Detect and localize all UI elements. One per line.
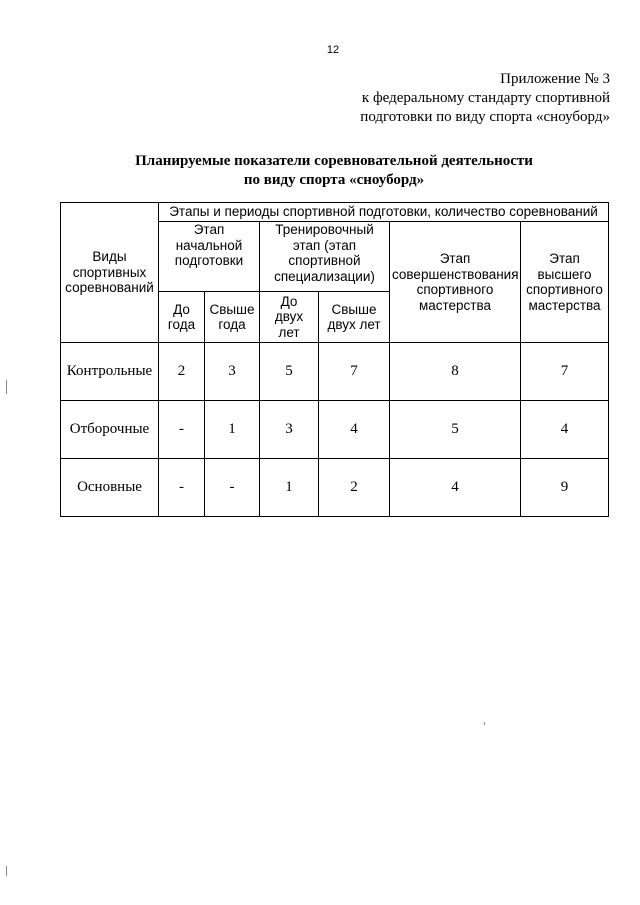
- table-cell: 8: [390, 343, 521, 401]
- title-line: Планируемые показатели соревновательной деятельности: [135, 153, 533, 169]
- table-row: [61, 459, 609, 517]
- competition-indicators-table: [60, 202, 609, 517]
- table-cell: 4: [521, 401, 609, 459]
- table-cell: -: [159, 459, 205, 517]
- period-training-over-two-years: Свыше двух лет: [319, 292, 390, 343]
- appendix-line: к федеральному стандарту спортивной: [361, 90, 610, 106]
- period-initial-upto-year: До года: [159, 292, 205, 343]
- table-cell: 3: [260, 401, 319, 459]
- scan-artifact-left-edge: [6, 380, 7, 394]
- table-cell: 1: [205, 401, 260, 459]
- row-label: Отборочные: [61, 401, 159, 459]
- document-title: [60, 152, 608, 190]
- scan-artifact-left-edge: [6, 866, 7, 876]
- table-cell: 5: [390, 401, 521, 459]
- stage-higher-header: Этап высшего спортивного мастерства: [521, 222, 609, 343]
- stage-training-header: Тренировочный этап (этап спортивной специализации): [260, 222, 390, 292]
- table-cell: 1: [260, 459, 319, 517]
- table-cell: 2: [159, 343, 205, 401]
- table-cell: 4: [319, 401, 390, 459]
- table-row: [61, 401, 609, 459]
- table-cell: 7: [521, 343, 609, 401]
- row-label: Основные: [61, 459, 159, 517]
- table-cell: 9: [521, 459, 609, 517]
- table-row: [61, 343, 609, 401]
- period-initial-over-year: Свыше года: [205, 292, 260, 343]
- stage-initial-header: Этап начальной подготовки: [159, 222, 260, 292]
- appendix-line: подготовки по виду спорта «сноуборд»: [360, 109, 610, 125]
- period-training-upto-two-years: До двух лет: [260, 292, 319, 343]
- appendix-line: Приложение № 3: [500, 71, 610, 87]
- table-cell: 4: [390, 459, 521, 517]
- periods-header: Этапы и периоды спортивной подготовки, количество соревнований: [159, 203, 609, 222]
- table-cell: -: [159, 401, 205, 459]
- table-cell: 5: [260, 343, 319, 401]
- appendix-reference: [270, 70, 610, 127]
- table-cell: 3: [205, 343, 260, 401]
- table-cell: 2: [319, 459, 390, 517]
- competition-types-header: Виды спортивных соревнований: [61, 203, 159, 343]
- scan-artifact-mark: [484, 722, 485, 725]
- title-line: по виду спорта «сноуборд»: [243, 172, 425, 188]
- stage-improvement-header: Этап совершенствования спортивного мастерства: [390, 222, 521, 343]
- table-cell: 7: [319, 343, 390, 401]
- row-label: Контрольные: [61, 343, 159, 401]
- table-cell: -: [205, 459, 260, 517]
- page-number: 12: [326, 44, 340, 56]
